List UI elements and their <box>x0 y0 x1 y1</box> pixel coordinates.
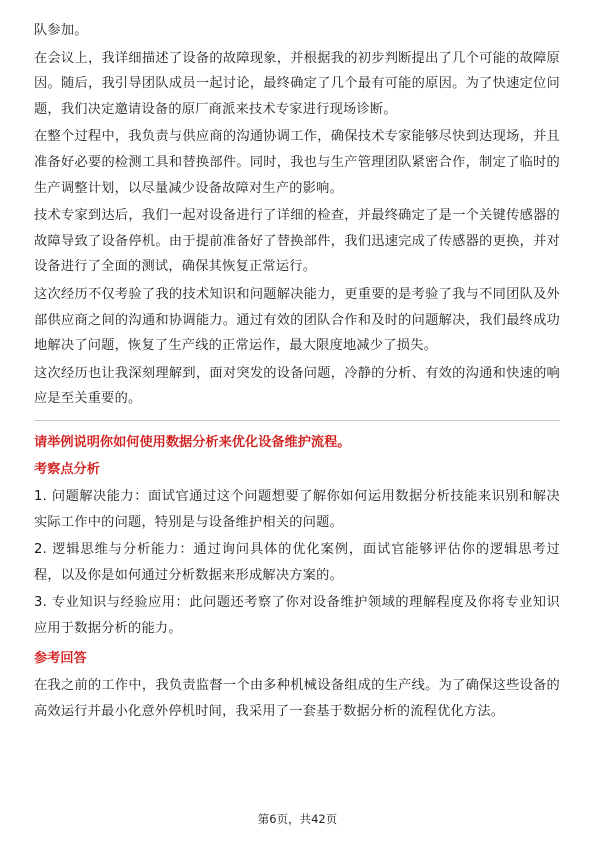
body-paragraph: 这次经历不仅考验了我的技术知识和问题解决能力，更重要的是考验了我与不同团队及外部供应商之间的沟通和协调能力。通过有效的团队合作和及时的问题解决，我们最终成功地解决了问题，恢复了生产线的正常运作，最大限度地减少了损失。 <box>34 286 560 354</box>
body-paragraph: 这次经历也让我深刻理解到，面对突发的设备问题，冷静的分析、有效的沟通和快速的响应是至关重要的。 <box>34 365 560 407</box>
analysis-title: 考察点分析 <box>34 461 100 477</box>
section-divider <box>34 420 560 421</box>
reference-answer-title: 参考回答 <box>34 651 87 667</box>
reference-answer-text: 在我之前的工作中，我负责监督一个由多种机械设备组成的生产线。为了确保这些设备的高效运行并最小化意外停机时间，我采用了一套基于数据分析的流程优化方法。 <box>34 678 560 720</box>
analysis-item: 1. 问题解决能力：面试官通过这个问题想要了解你如何运用数据分析技能来识别和解决实际工作中的问题，特别是与设备维护相关的问题。 <box>34 488 560 530</box>
analysis-item: 2. 逻辑思维与分析能力：通过询问具体的优化案例，面试官能够评估你的逻辑思考过程，以及你是如何通过分析数据来形成解决方案的。 <box>34 542 560 583</box>
body-paragraph: 队参加。 <box>34 23 88 38</box>
body-paragraph: 在整个过程中，我负责与供应商的沟通协调工作，确保技术专家能够尽快到达现场，并且准备好必要的检测工具和替换部件。同时，我也与生产管理团队紧密合作，制定了临时的生产调整计划，以尽量减少设备故障对生产的影响。 <box>34 129 560 196</box>
body-paragraph: 技术专家到达后，我们一起对设备进行了详细的检查，并最终确定了是一个关键传感器的故障导致了设备停机。由于提前准备好了替换部件，我们迅速完成了传感器的更换，并对设备进行了全面的测试，确保其恢复正常运行。 <box>34 208 560 275</box>
analysis-item: 3. 专业知识与经验应用：此问题还考察了你对设备维护领域的理解程度及你将专业知识应用于数据分析的能力。 <box>34 595 560 636</box>
body-paragraph: 在会议上，我详细描述了设备的故障现象，并根据我的初步判断提出了几个可能的故障原因。随后，我引导团队成员一起讨论，最终确定了几个最有可能的原因。为了快速定位问题，我们决定邀请设备的原厂商派来技术专家进行现场诊断。 <box>34 50 560 117</box>
page-number-footer: 第6页，共42页 <box>257 812 338 826</box>
question-heading: 请举例说明你如何使用数据分析来优化设备维护流程。 <box>34 434 351 450</box>
document-page <box>34 18 560 727</box>
